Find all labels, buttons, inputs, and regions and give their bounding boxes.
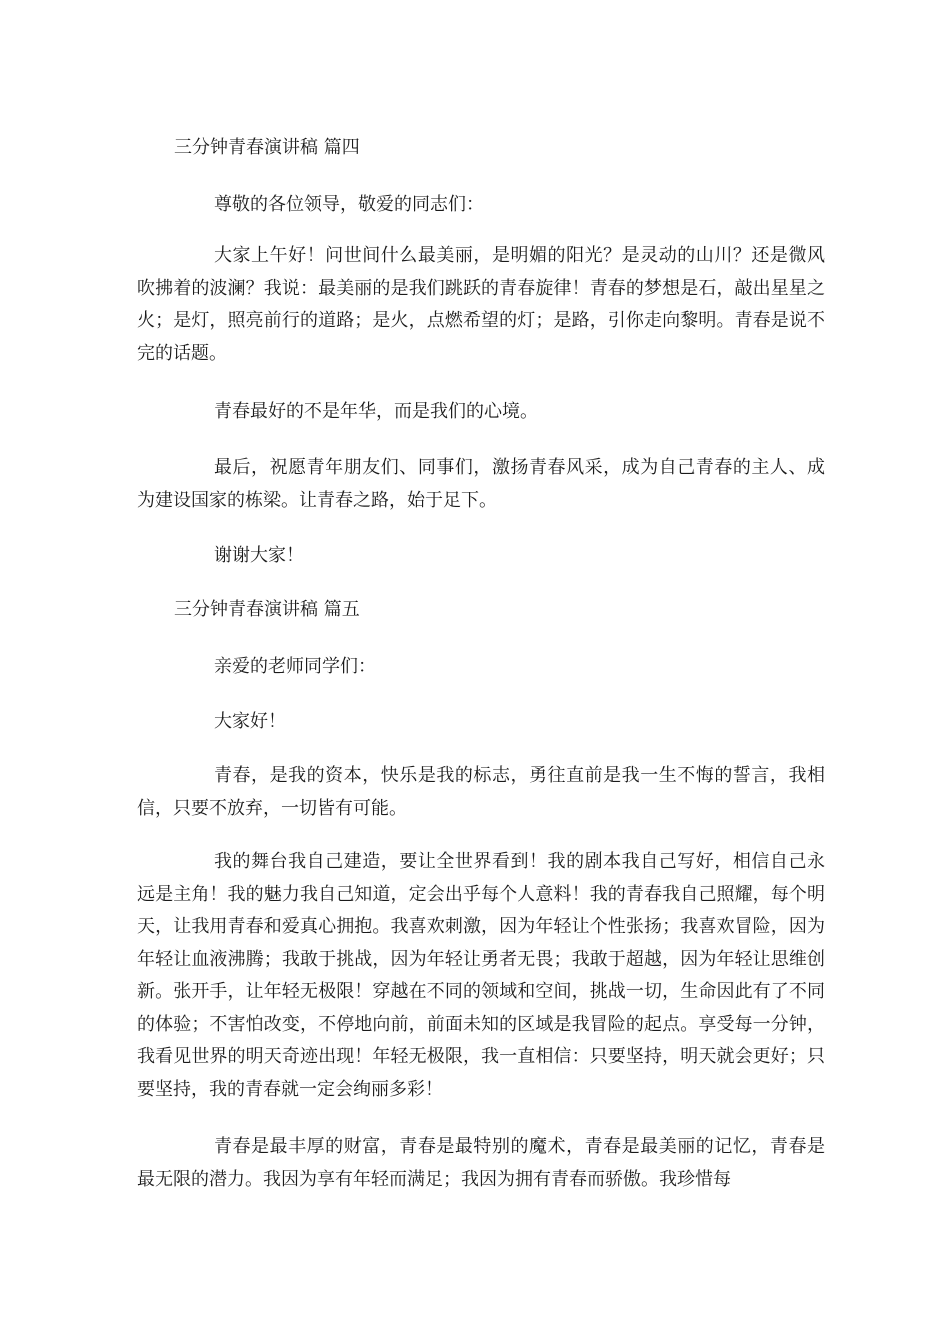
salutation-paragraph: 尊敬的各位领导，敬爱的同志们： [214, 194, 484, 215]
body-paragraph: 最后，祝愿青年朋友们、同事们，激扬青春风采，成为自己青春的主人、成为建设国家的栋梁。让青春之路，始于足下。 [137, 457, 825, 511]
body-paragraph: 大家上午好！问世间什么最美丽，是明媚的阳光？是灵动的山川？还是微风吹拂着的波澜？我说：最美丽的是我们跳跃的青春旋律！青春的梦想是石，敲出星星之火；是灯，照亮前行的道路；是火，点燃希望的灯；是路，引你走向黎明。青春是说不完的话题。 [137, 245, 825, 364]
body-paragraph: 我的舞台我自己建造，要让全世界看到！我的剧本我自己写好，相信自己永远是主角！我的魅力我自己知道，定会出乎每个人意料！我的青春我自己照耀，每个明天，让我用青春和爱真心拥抱。我喜欢刺激，因为年轻让个性张扬；我喜欢冒险，因为年轻让血液沸腾；我敢于挑战，因为年轻让勇者无畏；我敢于超越，因为年轻让思维创新。张开手，让年轻无极限！穿越在不同的领域和空间，挑战一切，生命因此有了不同的体验；不害怕改变，不停地向前，前面未知的区域是我冒险的起点。享受每一分钟，我看见世界的明天奇迹出现！年轻无极限，我一直相信：只要坚持，明天就会更好；只要坚持，我的青春就一定会绚丽多彩！ [137, 851, 825, 1100]
section-title-5: 三分钟青春演讲稿 篇五 [174, 599, 360, 620]
body-paragraph: 青春最好的不是年华，而是我们的心境。 [214, 401, 538, 422]
closing-paragraph: 谢谢大家！ [214, 545, 304, 566]
salutation-paragraph: 亲爱的老师同学们： [214, 656, 376, 677]
body-paragraph: 青春是最丰厚的财富，青春是最特别的魔术，青春是最美丽的记忆，青春是最无限的潜力。我因为享有年轻而满足；我因为拥有青春而骄傲。我珍惜每 [137, 1136, 825, 1190]
body-paragraph: 青春，是我的资本，快乐是我的标志，勇往直前是我一生不悔的誓言，我相信，只要不放弃，一切皆有可能。 [137, 765, 825, 819]
section-title-4: 三分钟青春演讲稿 篇四 [174, 137, 360, 158]
greeting-paragraph: 大家好！ [214, 711, 286, 732]
